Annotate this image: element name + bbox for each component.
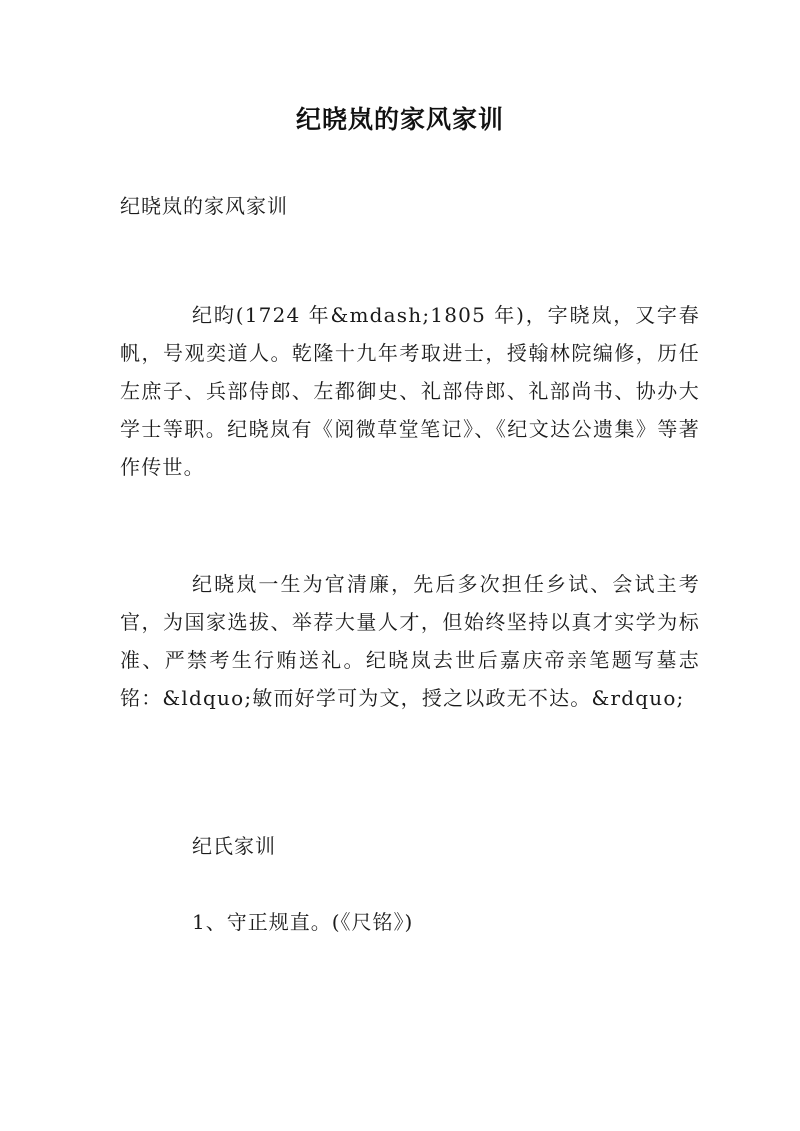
document-title: 纪晓岚的家风家训 [295,105,504,134]
document-subtitle: 纪晓岚的家风家训 [120,194,288,218]
paragraph-career: 纪晓岚一生为官清廉，先后多次担任乡试、会试主考官，为国家选拔、举荐大量人才，但始终坚持以真才实学为标准、严禁考生行贿送礼。纪晓岚去世后嘉庆帝亲笔题写墓志铭：&ldquo;敏而好学可为文，授之以政无不达。&rdquo; [120,572,700,710]
paragraph-biography: 纪昀(1724 年&mdash;1805 年)，字晓岚，又字春帆，号观奕道人。乾隆十九年考取进士，授翰林院编修，历任左庶子、兵部侍郎、左都御史、礼部侍郎、礼部尚书、协办大学士等职。纪晓岚有《阅微草堂笔记》、《纪文达公遗集》等著作传世。 [120,303,700,479]
section-heading: 纪氏家训 [192,834,276,858]
list-item: 1、守正规直。(《尺铭》) [192,910,414,934]
